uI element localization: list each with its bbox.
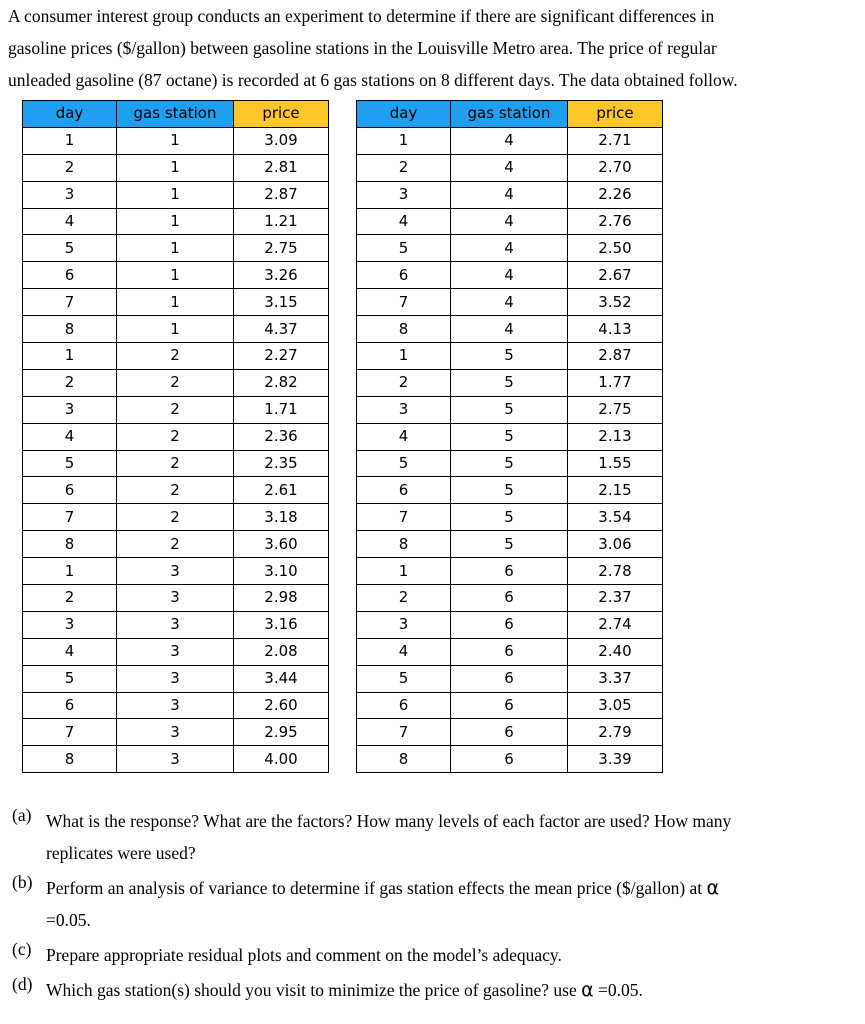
question-label: (d) [12,974,33,994]
cell-price: 2.78 [568,558,663,585]
table-row [23,746,329,773]
cell-price: 1.21 [234,208,329,235]
header-price: price [568,101,663,128]
cell-gas-station: 4 [451,316,568,343]
cell-price: 3.06 [568,531,663,558]
cell-gas-station: 6 [451,692,568,719]
question-d [12,974,857,1006]
cell-price: 3.37 [568,665,663,692]
table-row [357,504,663,531]
cell-gas-station: 4 [451,181,568,208]
cell-gas-station: 6 [451,585,568,612]
table-row [23,127,329,154]
cell-price: 2.82 [234,369,329,396]
cell-day: 1 [357,558,451,585]
table-row [357,477,663,504]
table-row [357,611,663,638]
cell-gas-station: 5 [451,343,568,370]
cell-price: 2.74 [568,611,663,638]
table-row [23,450,329,477]
cell-gas-station: 4 [451,208,568,235]
cell-price: 3.26 [234,262,329,289]
cell-gas-station: 5 [451,504,568,531]
table-row [357,369,663,396]
cell-day: 3 [23,611,117,638]
header-price: price [234,101,329,128]
table-row [357,719,663,746]
cell-gas-station: 3 [117,585,234,612]
table-row [23,558,329,585]
table-row [357,343,663,370]
table-row [357,450,663,477]
cell-price: 2.13 [568,423,663,450]
cell-gas-station: 6 [451,746,568,773]
cell-gas-station: 5 [451,369,568,396]
question-text: What is the response? What are the factors? How many levels of each factor are used? How many [46,811,732,831]
table-row [23,316,329,343]
cell-day: 3 [23,396,117,423]
cell-day: 6 [357,477,451,504]
cell-day: 7 [23,289,117,316]
table-row [357,127,663,154]
cell-gas-station: 2 [117,504,234,531]
cell-price: 2.26 [568,181,663,208]
cell-day: 2 [357,585,451,612]
cell-day: 7 [357,289,451,316]
question-a [12,805,857,869]
cell-gas-station: 1 [117,208,234,235]
cell-day: 8 [357,746,451,773]
cell-day: 4 [357,423,451,450]
cell-gas-station: 1 [117,127,234,154]
cell-gas-station: 2 [117,531,234,558]
question-text: =0.05. [46,910,91,930]
cell-gas-station: 5 [451,531,568,558]
table-row [357,638,663,665]
cell-price: 2.60 [234,692,329,719]
cell-day: 4 [357,208,451,235]
cell-day: 2 [23,369,117,396]
cell-price: 2.87 [234,181,329,208]
header-gas-station: gas station [451,101,568,128]
question-list [12,805,857,1006]
table-row [357,154,663,181]
cell-day: 6 [23,692,117,719]
cell-gas-station: 5 [451,450,568,477]
cell-day: 5 [23,235,117,262]
cell-day: 4 [23,638,117,665]
table-row [357,235,663,262]
cell-price: 2.98 [234,585,329,612]
table-row [23,585,329,612]
cell-gas-station: 2 [117,450,234,477]
cell-day: 3 [357,611,451,638]
cell-price: 2.61 [234,477,329,504]
cell-price: 3.44 [234,665,329,692]
cell-day: 8 [23,316,117,343]
cell-price: 2.40 [568,638,663,665]
cell-price: 3.52 [568,289,663,316]
table-header-row [23,101,329,128]
cell-day: 6 [23,262,117,289]
alpha-symbol: α [706,877,720,899]
cell-day: 4 [23,423,117,450]
cell-price: 3.15 [234,289,329,316]
cell-day: 5 [357,235,451,262]
table-row [357,262,663,289]
table-row [23,396,329,423]
table-row [357,585,663,612]
problem-statement [8,0,860,96]
cell-gas-station: 3 [117,638,234,665]
cell-gas-station: 4 [451,154,568,181]
cell-gas-station: 6 [451,558,568,585]
question-text: replicates were used? [46,843,196,863]
cell-gas-station: 1 [117,316,234,343]
table-row [23,289,329,316]
table-row [23,665,329,692]
table-row [23,531,329,558]
table-row [23,262,329,289]
cell-day: 8 [23,746,117,773]
intro-line: unleaded gasoline (87 octane) is recorded at 6 gas stations on 8 different days. The data obtained follow. [8,70,738,90]
cell-gas-station: 1 [117,154,234,181]
cell-day: 1 [357,127,451,154]
table-row [23,719,329,746]
cell-price: 3.05 [568,692,663,719]
cell-day: 3 [357,181,451,208]
table-row [357,316,663,343]
cell-price: 2.71 [568,127,663,154]
cell-gas-station: 5 [451,396,568,423]
cell-day: 2 [23,154,117,181]
table-row [357,289,663,316]
cell-gas-station: 3 [117,719,234,746]
cell-day: 6 [357,692,451,719]
cell-gas-station: 4 [451,289,568,316]
cell-gas-station: 3 [117,558,234,585]
table-row [23,423,329,450]
cell-price: 2.15 [568,477,663,504]
question-label: (c) [12,939,32,959]
cell-gas-station: 3 [117,611,234,638]
cell-gas-station: 4 [451,235,568,262]
table-row [23,638,329,665]
table-row [23,181,329,208]
cell-price: 2.76 [568,208,663,235]
cell-day: 3 [23,181,117,208]
cell-price: 3.60 [234,531,329,558]
cell-price: 2.95 [234,719,329,746]
cell-price: 2.87 [568,343,663,370]
cell-price: 3.54 [568,504,663,531]
cell-price: 3.16 [234,611,329,638]
cell-day: 8 [357,531,451,558]
cell-gas-station: 1 [117,262,234,289]
cell-gas-station: 3 [117,692,234,719]
data-table-left [22,100,329,773]
cell-day: 2 [357,369,451,396]
cell-gas-station: 1 [117,235,234,262]
header-day: day [23,101,117,128]
cell-day: 2 [357,154,451,181]
cell-price: 3.10 [234,558,329,585]
cell-price: 2.35 [234,450,329,477]
cell-day: 6 [357,262,451,289]
cell-price: 3.39 [568,746,663,773]
cell-price: 3.18 [234,504,329,531]
cell-price: 2.79 [568,719,663,746]
question-text: Perform an analysis of variance to determine if gas station effects the mean price ($/gallon) at α [46,877,720,899]
table-row [357,208,663,235]
header-gas-station: gas station [117,101,234,128]
cell-day: 1 [23,558,117,585]
cell-day: 6 [23,477,117,504]
cell-day: 7 [23,504,117,531]
cell-day: 7 [357,719,451,746]
table-row [357,423,663,450]
intro-line: A consumer interest group conducts an experiment to determine if there are significant differences in [8,6,715,26]
data-table-right [356,100,663,773]
cell-price: 4.37 [234,316,329,343]
cell-day: 5 [357,665,451,692]
cell-price: 2.50 [568,235,663,262]
cell-price: 2.36 [234,423,329,450]
table-row [23,343,329,370]
table-row [23,611,329,638]
intro-line: gasoline prices ($/gallon) between gasoline stations in the Louisville Metro area. The price of regular [8,38,717,58]
cell-gas-station: 5 [451,423,568,450]
cell-day: 5 [23,665,117,692]
question-label: (a) [12,805,32,825]
table-row [357,558,663,585]
cell-gas-station: 3 [117,665,234,692]
question-text: Which gas station(s) should you visit to minimize the price of gasoline? use α =0.05. [46,979,643,1001]
table-row [23,692,329,719]
cell-day: 5 [23,450,117,477]
question-c [12,939,857,971]
header-day: day [357,101,451,128]
cell-gas-station: 1 [117,289,234,316]
cell-gas-station: 4 [451,127,568,154]
cell-price: 2.08 [234,638,329,665]
cell-day: 1 [23,127,117,154]
table-row [357,746,663,773]
cell-price: 2.81 [234,154,329,181]
cell-day: 8 [357,316,451,343]
cell-price: 4.13 [568,316,663,343]
cell-price: 1.55 [568,450,663,477]
alpha-symbol: α [581,979,594,1001]
cell-price: 4.00 [234,746,329,773]
cell-gas-station: 2 [117,423,234,450]
cell-price: 3.09 [234,127,329,154]
table-row [357,531,663,558]
table-row [357,665,663,692]
cell-gas-station: 6 [451,665,568,692]
cell-gas-station: 6 [451,638,568,665]
cell-gas-station: 2 [117,477,234,504]
cell-price: 2.75 [568,396,663,423]
cell-day: 1 [23,343,117,370]
table-row [23,208,329,235]
cell-gas-station: 2 [117,343,234,370]
table-row [23,154,329,181]
table-row [23,369,329,396]
cell-gas-station: 6 [451,719,568,746]
cell-day: 7 [357,504,451,531]
cell-day: 2 [23,585,117,612]
question-b [12,872,857,936]
cell-day: 1 [357,343,451,370]
cell-price: 2.27 [234,343,329,370]
table-row [357,692,663,719]
cell-day: 4 [357,638,451,665]
cell-gas-station: 2 [117,369,234,396]
cell-gas-station: 5 [451,477,568,504]
cell-day: 3 [357,396,451,423]
table-header-row [357,101,663,128]
question-label: (b) [12,872,33,892]
cell-gas-station: 6 [451,611,568,638]
cell-gas-station: 3 [117,746,234,773]
cell-gas-station: 4 [451,262,568,289]
table-row [23,477,329,504]
cell-day: 5 [357,450,451,477]
cell-price: 2.37 [568,585,663,612]
cell-price: 1.71 [234,396,329,423]
cell-price: 2.70 [568,154,663,181]
cell-gas-station: 2 [117,396,234,423]
table-row [23,504,329,531]
cell-day: 4 [23,208,117,235]
cell-day: 7 [23,719,117,746]
cell-day: 8 [23,531,117,558]
table-row [357,396,663,423]
cell-price: 1.77 [568,369,663,396]
cell-price: 2.67 [568,262,663,289]
table-row [357,181,663,208]
cell-gas-station: 1 [117,181,234,208]
table-row [23,235,329,262]
cell-price: 2.75 [234,235,329,262]
question-text: Prepare appropriate residual plots and comment on the model’s adequacy. [46,945,562,965]
